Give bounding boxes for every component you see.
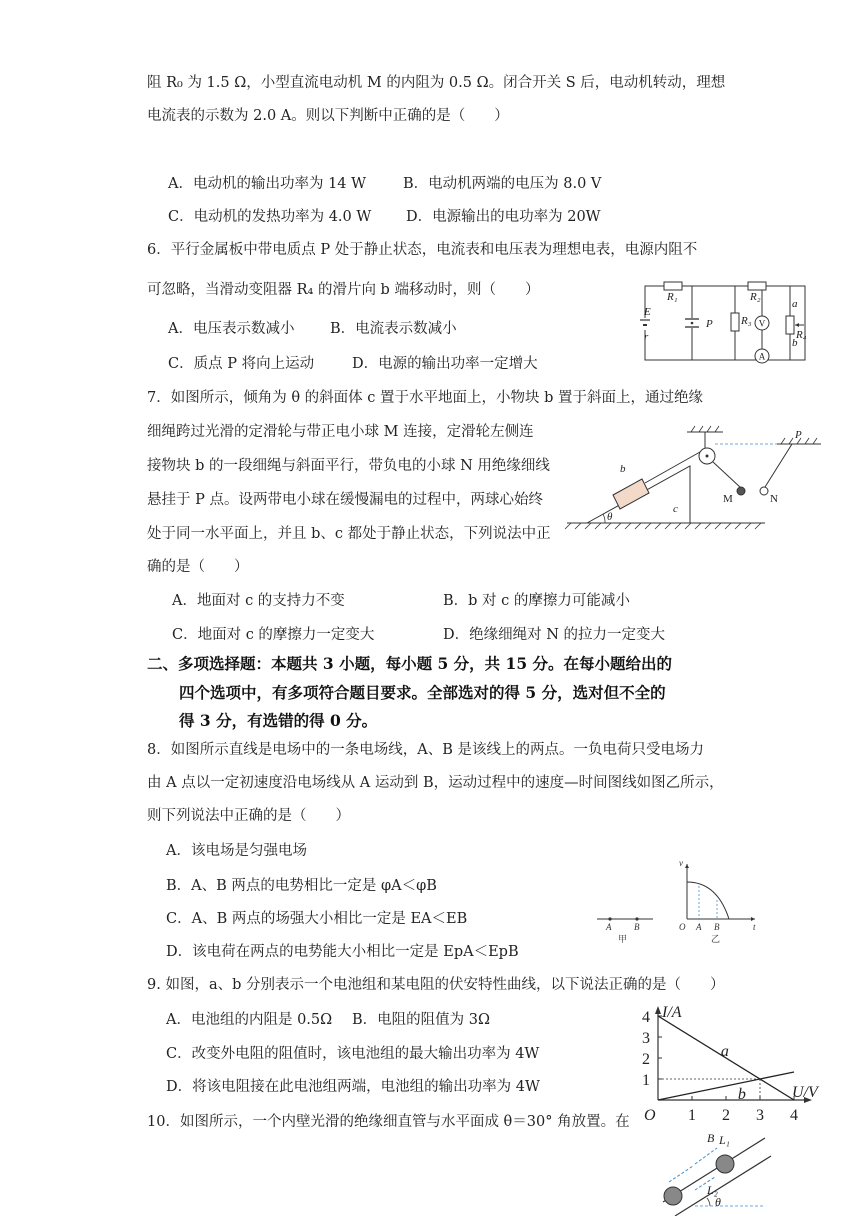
q6-label-r: r bbox=[644, 331, 649, 343]
q8-label-a-t: A bbox=[696, 922, 702, 932]
q6-voltmeter-label: V bbox=[758, 318, 766, 329]
q8-option-a: A．该电场是匀强电场 bbox=[166, 843, 307, 859]
q6-label-r1: R₁ bbox=[667, 291, 678, 303]
q5-option-c: C．电动机的发热功率为 4.0 W bbox=[168, 209, 372, 225]
q8-option-d: D．该电荷在两点的电势能大小相比一定是 EpA＜EpB bbox=[166, 944, 519, 960]
q7-label-m: M bbox=[723, 493, 733, 505]
q6-label-r2: R₂ bbox=[750, 291, 761, 303]
q7-label-n: N bbox=[770, 493, 778, 505]
chart-x-axis-label: U/V bbox=[792, 1084, 818, 1101]
q5-option-b: B．电动机两端的电压为 8.0 V bbox=[403, 176, 602, 192]
q7-stem-line-4: 悬挂于 P 点。设两带电小球在缓慢漏电的过程中，两球心始终 bbox=[147, 492, 543, 508]
chart-series-label-a: a bbox=[720, 1042, 729, 1060]
q7-label-p: P bbox=[795, 429, 802, 441]
q6-label-p: P bbox=[706, 318, 713, 330]
chart-x-tick-label: 2 bbox=[722, 1107, 730, 1124]
q7-incline-diagram bbox=[565, 420, 827, 530]
q6-label-a: a bbox=[792, 298, 798, 310]
q8-stem-line-1: 8．如图所示直线是电场中的一条电场线，A、B 是该线上的两点。一负电荷只受电场力 bbox=[147, 742, 704, 758]
chart-y-tick-label: 1 bbox=[642, 1072, 650, 1089]
q6-option-a: A．电压表示数减小 bbox=[168, 321, 295, 337]
q10-label-l2: L₂ bbox=[707, 1183, 718, 1197]
q7-label-theta: θ bbox=[607, 511, 613, 523]
chart-y-tick-label: 2 bbox=[642, 1051, 650, 1068]
q6-label-e: E bbox=[644, 306, 651, 318]
section2-heading-line-1: 二、多项选择题：本题共 3 小题，每小题 5 分，共 15 分。在每小题给出的 bbox=[147, 654, 673, 673]
q6-option-b: B．电流表示数减小 bbox=[330, 321, 457, 337]
q8-label-b: B bbox=[634, 922, 640, 932]
q9-stem-line-1: 9. 如图，a、b 分别表示一个电池组和某电阻的伏安特性曲线，以下说法正确的是（ ） bbox=[147, 977, 725, 993]
q6-label-r3: R₃ bbox=[741, 315, 752, 327]
q9-iu-chart bbox=[640, 1004, 830, 1124]
q8-label-v: v bbox=[679, 858, 683, 868]
chart-series-line-b bbox=[658, 1072, 794, 1100]
q10-label-theta: θ bbox=[715, 1195, 721, 1209]
q5-option-d: D．电源输出的电功率为 20W bbox=[406, 209, 601, 225]
q7-stem-line-1: 7．如图所示，倾角为 θ 的斜面体 c 置于水平地面上，小物块 b 置于斜面上，通过绝缘 bbox=[147, 390, 704, 406]
q8-field-and-vt-diagram bbox=[595, 856, 770, 946]
chart-x-tick-label: 4 bbox=[790, 1107, 798, 1124]
q6-option-c: C．质点 P 将向上运动 bbox=[168, 356, 315, 372]
q7-label-c: c bbox=[673, 503, 678, 515]
section2-heading-line-3: 得 3 分，有选错的得 0 分。 bbox=[179, 711, 378, 730]
q10-label-b: B bbox=[707, 1131, 715, 1145]
section2-heading-line-2: 四个选项中，有多项符合题目要求。全部选对的得 5 分，选对但不全的 bbox=[179, 683, 666, 702]
q8-label-jia: 甲 bbox=[618, 934, 628, 944]
q9-option-c: C．改变外电阻的阻值时，该电池组的最大输出功率为 4W bbox=[166, 1046, 540, 1062]
q5-option-a: A．电动机的输出功率为 14 W bbox=[168, 176, 367, 192]
q6-label-b: b bbox=[792, 337, 798, 349]
q6-ammeter-label: A bbox=[758, 351, 766, 362]
q7-option-c: C．地面对 c 的摩擦力一定变大 bbox=[172, 627, 375, 643]
chart-y-tick-label: 3 bbox=[642, 1030, 650, 1047]
q5-stem-line-2: 电流表的示数为 2.0 A。则以下判断中正确的是（ ） bbox=[147, 108, 509, 124]
q10-label-l1: L₁ bbox=[719, 1133, 730, 1147]
q8-label-b-t: B bbox=[714, 922, 720, 932]
q10-tube-diagram bbox=[655, 1124, 775, 1216]
q7-stem-line-5: 处于同一水平面上，并且 b、c 都处于静止状态，下列说法中正 bbox=[147, 526, 551, 542]
q7-label-b: b bbox=[620, 463, 626, 475]
q9-option-d: D．将该电阻接在此电池组两端，电池组的输出功率为 4W bbox=[166, 1079, 540, 1095]
chart-x-tick-label: 3 bbox=[756, 1107, 764, 1124]
chart-y-axis-label: I/A bbox=[662, 1004, 682, 1021]
q8-label-o: O bbox=[679, 922, 686, 932]
q7-option-b: B．b 对 c 的摩擦力可能减小 bbox=[443, 593, 630, 609]
q7-option-d: D．绝缘细绳对 N 的拉力一定变大 bbox=[443, 627, 666, 643]
q8-stem-line-2: 由 A 点以一定初速度沿电场线从 A 运动到 B，运动过程中的速度—时间图线如图乙所示， bbox=[147, 775, 724, 791]
chart-y-tick-label: 4 bbox=[642, 1009, 650, 1026]
chart-y-arrow bbox=[655, 1006, 661, 1014]
q8-option-c: C．A、B 两点的场强大小相比一定是 EA＜EB bbox=[166, 911, 468, 927]
q9-option-b: B．电阻的阻值为 3Ω bbox=[352, 1012, 491, 1028]
q6-stem-line-2: 可忽略，当滑动变阻器 R₄ 的滑片向 b 端移动时，则（ ） bbox=[147, 282, 540, 298]
q6-stem-line-1: 6．平行金属板中带电质点 P 处于静止状态，电流表和电压表为理想电表，电源内阻不 bbox=[147, 242, 698, 258]
q7-option-a: A．地面对 c 的支持力不变 bbox=[172, 593, 345, 609]
q6-circuit-diagram bbox=[642, 280, 814, 366]
q8-stem-line-3: 则下列说法中正确的是（ ） bbox=[147, 808, 350, 824]
q7-stem-line-3: 接物块 b 的一段细绳与斜面平行，带负电的小球 N 用绝缘细线 bbox=[147, 458, 550, 474]
chart-x-tick-label: 1 bbox=[688, 1107, 696, 1124]
q6-label-r4: R₄ bbox=[796, 329, 807, 341]
q8-label-t: t bbox=[753, 922, 756, 932]
q7-stem-line-6: 确的是（ ） bbox=[147, 559, 249, 575]
q10-stem-line-1: 10．如图所示，一个内壁光滑的绝缘细直管与水平面成 θ＝30° 角放置。在 bbox=[147, 1114, 630, 1130]
q6-option-d: D．电源的输出功率一定增大 bbox=[352, 356, 538, 372]
q7-stem-line-2: 细绳跨过光滑的定滑轮与带正电小球 M 连接，定滑轮左侧连 bbox=[147, 424, 534, 440]
chart-series-label-b: b bbox=[737, 1085, 746, 1103]
q5-stem-line-1: 阻 R₀ 为 1.5 Ω，小型直流电动机 M 的内阻为 0.5 Ω。闭合开关 S 后，电动机转动，理想 bbox=[147, 75, 726, 91]
q8-label-a: A bbox=[606, 922, 612, 932]
q8-label-yi: 乙 bbox=[711, 934, 721, 944]
chart-origin-label: O bbox=[644, 1107, 656, 1124]
q9-option-a: A．电池组的内阻是 0.5Ω bbox=[166, 1012, 333, 1028]
q8-option-b: B．A、B 两点的电势相比一定是 φA＜φB bbox=[166, 878, 437, 894]
